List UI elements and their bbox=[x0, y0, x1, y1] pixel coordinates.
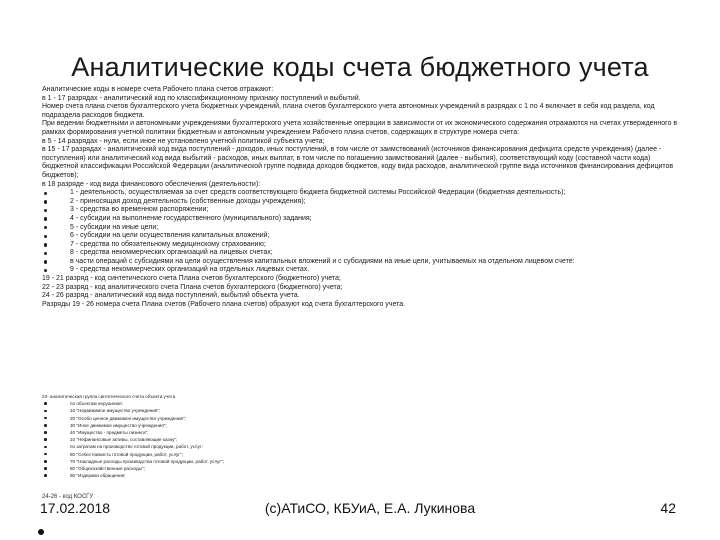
body-paragraph: 19 - 21 разряд - код синтетического счета Плана счетов бухгалтерского (бюджетного) учета; bbox=[42, 275, 341, 283]
bullet-text: 7 - средства по обязательному медицинскому страхованию; bbox=[70, 240, 266, 248]
small-bullet-item bbox=[42, 472, 642, 479]
small-bullet-text: 30 "Иное движимое имущество учреждения"; bbox=[70, 422, 167, 428]
bullet-text: 3 - средства во временном распоряжении; bbox=[70, 206, 209, 214]
bullet-dot-icon bbox=[44, 269, 47, 272]
bullet-dot-icon bbox=[44, 453, 47, 456]
bullet-item bbox=[42, 224, 678, 233]
body-paragraph: 22 - 23 разряд - код аналитического счета Плана счетов бухгалтерского (бюджетного) учета; bbox=[42, 283, 343, 291]
small-bullet-item bbox=[42, 422, 642, 429]
bullet-text: в части операций с субсидиями на цели осуществления капитальных вложений и с субсидиями на иные цели, учитываемых на отдельном лицевом счете: bbox=[70, 257, 575, 265]
body-paragraph: в 15 - 17 разрядах - аналитический код вида поступлений - доходов, иных поступлений, в том числе от заимствований (источников финансирования дефицита средств учреждения) (далее - поступления) или аналитический код вида выбытий - расходов, иных выплат, в том числе по погашению заимствований (далее - выбытия), соответствующий коду (составной части кода) бюджетной классификации Российской Федерации (аналитической группе подвида доходов бюджетов, коду вида расходов, аналитической группе вида источников финансирования дефицитов бюджетов); bbox=[42, 146, 674, 179]
small-bullet-text: 70 "Накладные расходы производства готовой продукции, работ, услуг"; bbox=[70, 458, 224, 464]
bullet-dot-icon bbox=[44, 431, 47, 434]
bullet-item bbox=[42, 198, 678, 207]
small-bullet-item bbox=[42, 458, 642, 465]
bullet-item bbox=[42, 232, 678, 241]
small-bullet-text: 20 "Особо ценное движимое имущество учреждения"; bbox=[70, 415, 186, 421]
body-paragraph: При ведении бюджетными и автономными учреждениями бухгалтерского учета хозяйственные операции в зависимости от их экономического содержания отражаются на счетах утвержденного в рамках формирования учетной политики бюджетным и автономным учреждением Рабочего плана счетов, содержащих в структуре номера счета: bbox=[42, 120, 678, 136]
footer-date: 17.02.2018 bbox=[40, 500, 111, 516]
small-bullet-item bbox=[42, 400, 642, 407]
page-number: 42 bbox=[660, 500, 676, 516]
bullet-dot-icon bbox=[44, 438, 47, 441]
bullet-text: 6 - субсидии на цели осуществления капитальных вложений; bbox=[70, 232, 270, 240]
body-paragraph: Разряды 19 - 26 номера счета Плана счетов (Рабочего плана счетов) образуют код счета бухгалтерского учета. bbox=[42, 300, 406, 308]
bullet-dot-icon bbox=[44, 460, 47, 463]
bullet-item bbox=[42, 266, 678, 275]
small-print-block bbox=[42, 393, 642, 479]
bullet-dot-icon bbox=[44, 467, 47, 470]
small-bullet-item bbox=[42, 436, 642, 443]
bullet-text: 1 - деятельность, осуществляемая за счет средств соответствующего бюджета бюджетной системы Российской Федерации (бюджетная деятельность); bbox=[70, 189, 566, 197]
small-bullet-text: 90 "Издержки обращения; bbox=[70, 473, 126, 479]
small-bullet-text: по объектам нерушения: bbox=[70, 401, 123, 407]
bullet-item bbox=[42, 206, 678, 215]
bullet-dot-icon bbox=[44, 410, 47, 413]
bullet-dot-icon bbox=[44, 243, 47, 246]
bullet-dot-icon bbox=[44, 402, 47, 405]
small-bullet-item bbox=[42, 415, 642, 422]
bullet-dot-icon bbox=[44, 474, 47, 477]
bullet-dot-icon bbox=[38, 529, 44, 535]
bullet-item bbox=[42, 215, 678, 224]
bullet-text: 8 - средства некоммерческих организаций на лицевых счетах; bbox=[70, 249, 273, 257]
bullet-dot-icon bbox=[44, 209, 47, 212]
bullet-dot-icon bbox=[44, 217, 47, 220]
body-paragraph: в 5 - 14 разрядах - нули, если иное не установлено учетной политикой субъекта учета; bbox=[42, 137, 325, 145]
bullet-dot-icon bbox=[44, 200, 47, 203]
small-bullet-item bbox=[42, 443, 642, 450]
bullet-dot-icon bbox=[44, 446, 47, 449]
bullet-text: 2 - приносящая доход деятельность (собственные доходы учреждения); bbox=[70, 197, 306, 205]
small-bullet-item bbox=[42, 429, 642, 436]
bullet-dot-icon bbox=[44, 424, 47, 427]
bullet-dot-icon bbox=[44, 252, 47, 255]
bullet-dot-icon bbox=[44, 192, 47, 195]
small-bullet-item bbox=[42, 407, 642, 414]
bullet-text: 4 - субсидии на выполнение государственного (муниципального) задания; bbox=[70, 214, 312, 222]
overlapping-small-text: 24-26 - код КОСГУ bbox=[42, 494, 94, 500]
small-bullet-item bbox=[42, 451, 642, 458]
bullet-dot-icon bbox=[44, 226, 47, 229]
body-paragraph: 24 - 26 разряд - аналитический код вида поступлений, выбытий объекта учета. bbox=[42, 292, 300, 300]
body-paragraph: в 18 разряде - код вида финансового обеспечения (деятельности): bbox=[42, 180, 261, 188]
footer-author: (с)АТиСО, КБУиА, Е.А. Лукинова bbox=[264, 500, 476, 516]
small-bullet-text: по затратам на производство готовой продукции, работ, услуг: bbox=[70, 444, 203, 450]
body-paragraph: Номер счета плана счетов бухгалтерского учета бюджетных учреждений, плана счетов бухгалтерского учета автономных учреждений в разрядах с 1 по 4 включает в себя код раздела, код подраздела расходов бюджета. bbox=[42, 103, 655, 119]
bullet-dot-icon bbox=[44, 417, 47, 420]
bullet-dot-icon bbox=[44, 235, 47, 238]
small-bullet-text: 80 "Общехозяйственные расходы"; bbox=[70, 466, 145, 472]
body-paragraph: Аналитические коды в номере счета Рабочего плана счетов отражают: bbox=[42, 86, 274, 93]
small-bullet-text: 40 "Имущество - предметы лизинга"; bbox=[70, 430, 149, 436]
bullet-text: 5 - субсидии на иные цели; bbox=[70, 223, 159, 231]
body-paragraph: в 1 - 17 разрядах - аналитический код по классификационному признаку поступлений и выбытий. bbox=[42, 94, 361, 102]
slide-title: Аналитические коды счета бюджетного учета bbox=[71, 52, 649, 82]
small-print-header: 23- аналитическая группа синтетического счета объекта учета bbox=[42, 394, 176, 399]
bullet-item bbox=[42, 189, 678, 198]
small-bullet-text: 80 "Себестоимость готовой продукции, работ, услуг"; bbox=[70, 451, 183, 457]
bullet-text: 9 - средства некоммерческих организаций на отдельных лицевых счетах. bbox=[70, 266, 310, 274]
bullet-dot-icon bbox=[44, 260, 47, 263]
slide-body bbox=[42, 86, 678, 309]
small-bullet-item bbox=[42, 465, 642, 472]
bullet-item bbox=[42, 249, 678, 258]
small-bullet-text: 10 "Недвижимое имущество учреждения"; bbox=[70, 408, 161, 414]
bullet-item bbox=[42, 241, 678, 250]
small-bullet-text: 10 "Нефинансовые активы, составляющие казну"; bbox=[70, 437, 178, 443]
